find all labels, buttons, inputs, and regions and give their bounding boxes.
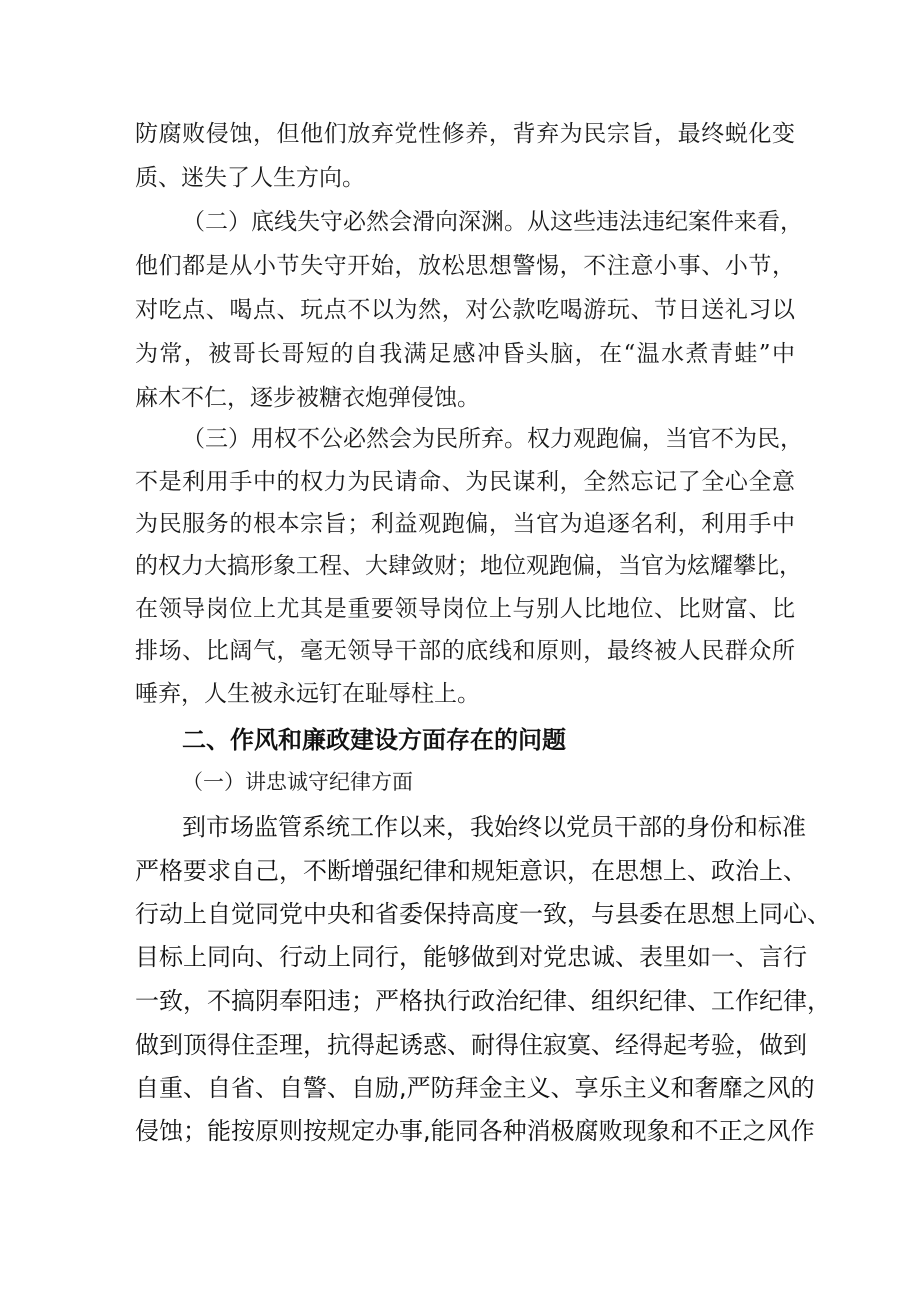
paragraph-line: 防腐败侵蚀，但他们放弃党性修养，背弃为民宗旨，最终蜕化变 [135,121,795,147]
paragraph-line: 为民服务的根本宗旨；利益观跑偏，当官为追逐名利，利用手中 [135,511,795,537]
paragraph-line: 到市场监管系统工作以来，我始终以党员干部的身份和标准 [182,813,806,841]
paragraph-line: 严格要求自己，不断增强纪律和规矩意识，在思想上、政治上、 [135,857,807,885]
paragraph-line: 排场、比阔气，毫无领导干部的底线和原则，最终被人民群众所 [135,638,795,664]
paragraph-line: 行动上自觉同党中央和省委保持高度一致，与县委在思想上同心、 [135,900,831,928]
paragraph-line: 对吃点、喝点、玩点不以为然，对公款吃喝游玩、节日送礼习以 [135,297,795,323]
section-heading: 二、作风和廉政建设方面存在的问题 [182,726,566,754]
paragraph-line: （三）用权不公必然会为民所弃。权力观跑偏，当官不为民， [182,426,803,452]
paragraph-line: （二）底线失守必然会滑向深渊。从这些违法违纪案件来看， [182,209,803,235]
paragraph-line: 在领导岗位上尤其是重要领导岗位上与别人比地位、比财富、比 [135,596,795,622]
section-subheading: （一）讲忠诚守纪律方面 [182,770,413,794]
paragraph-line: 质、迷失了人生方向。 [135,165,365,191]
paragraph-line: 侵蚀；能按原则按规定办事,能同各种消极腐败现象和不正之风作 [135,1117,815,1145]
paragraph-line: 他们都是从小节失守开始，放松思想警惕，不注意小事、小节， [135,253,795,279]
paragraph-line: 不是利用手中的权力为民请命、为民谋利，全然忘记了全心全意 [135,469,795,495]
paragraph-line: 为常，被哥长哥短的自我满足感冲昏头脑，在“温水煮青蛙”中 [135,341,795,367]
paragraph-line: 目标上同向、行动上同行，能够做到对党忠诚、表里如一、言行 [135,943,807,971]
paragraph-line: 做到顶得住歪理，抗得起诱惑、耐得住寂寞、经得起考验，做到 [135,1031,807,1059]
paragraph-line: 的权力大搞形象工程、大肆敛财；地位观跑偏，当官为炫耀攀比， [135,553,802,579]
paragraph-line: 唾弃，人生被永远钉在耻辱柱上。 [135,681,480,707]
paragraph-line: 一致，不搞阴奉阳违；严格执行政治纪律、组织纪律、工作纪律， [135,987,831,1015]
paragraph-line: 自重、自省、自警、自励,严防拜金主义、享乐主义和奢靡之风的 [135,1074,815,1102]
paragraph-line: 麻木不仁，逐步被糖衣炮弹侵蚀。 [135,385,480,411]
